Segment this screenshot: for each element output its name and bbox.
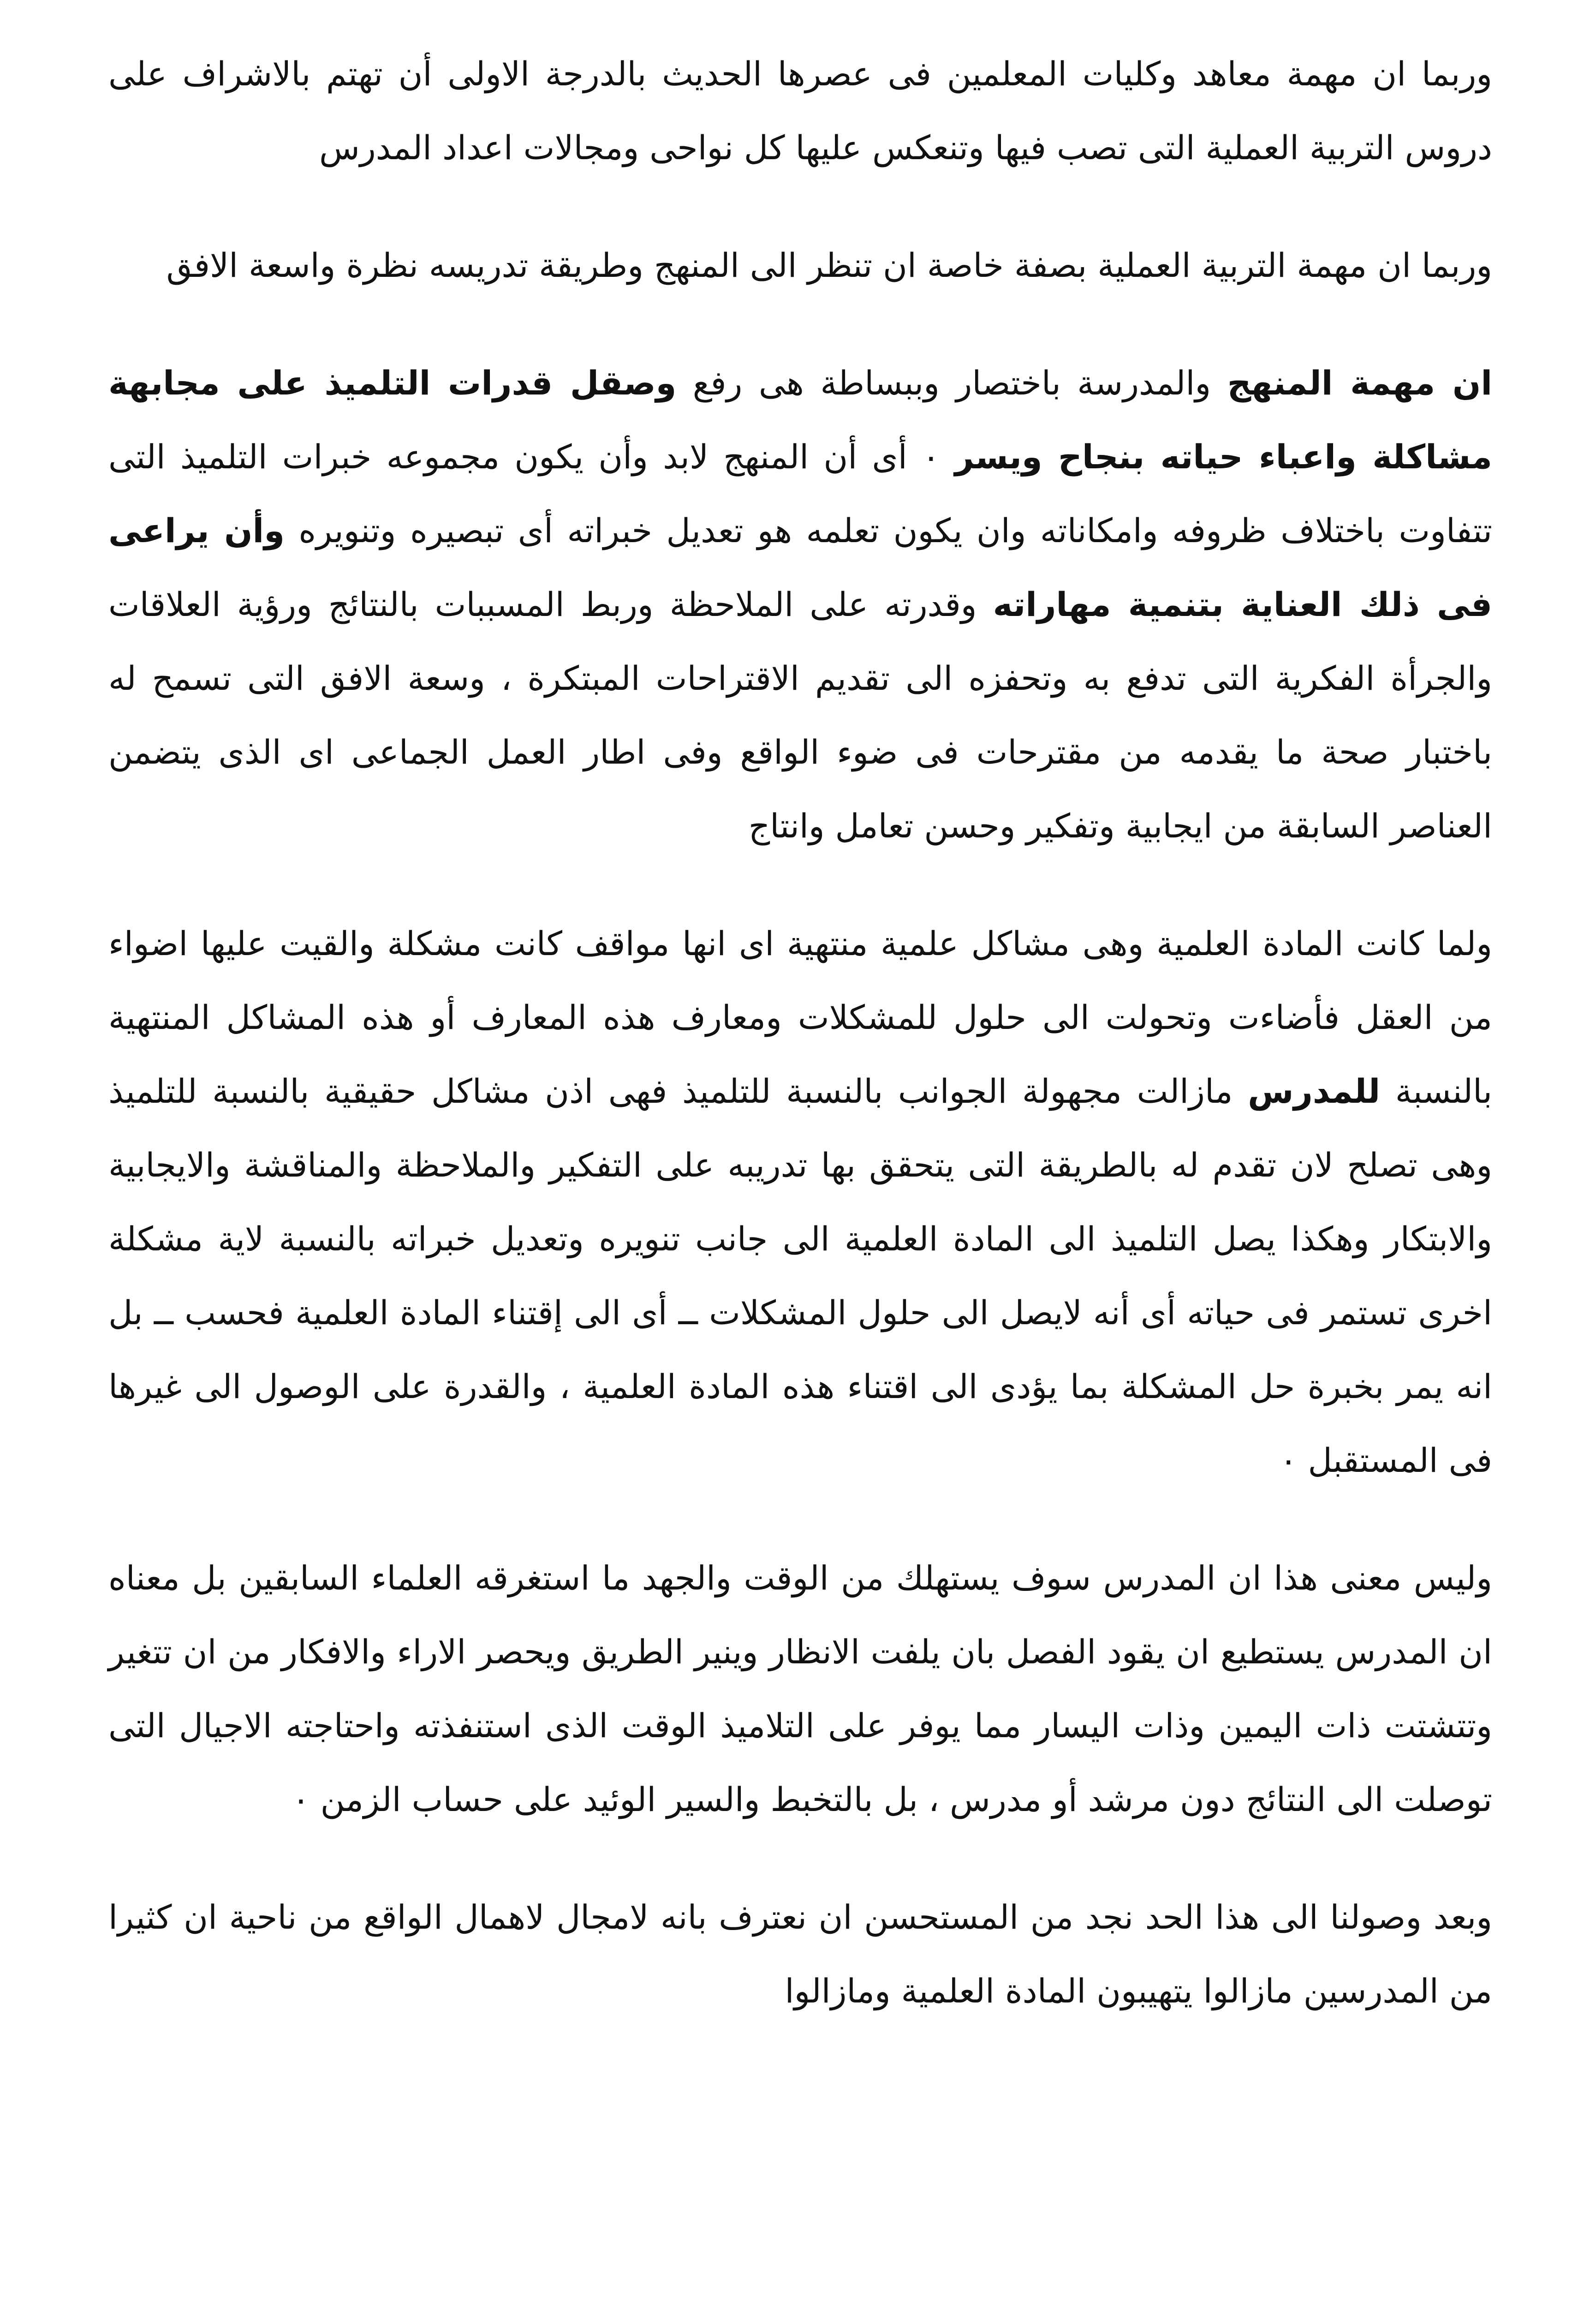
paragraph-3 [108,346,1492,863]
paragraph-5: وليس معنى هذا ان المدرس سوف يستهلك من الوقت والجهد ما استغرقه العلماء السابقين بل معناه ان المدرس يستطيع ان يقود الفصل بان يلفت الانظار وينير الطريق ويحصر الاراء والافكار من ان تتغير وتتشتت ذات اليمين وذات اليسار مما يوفر على التلاميذ الوقت الذى استنفذته واحتاجته الاجيال التى توصلت الى النتائج دون مرشد أو مدرس ، بل بالتخبط والسير الوئيد على حساب الزمن ٠ [108,1559,1492,1819]
bold-phrase-student-abilities: وصقل قدرات التلميذ على مجابهة مشاكلة واعباء حياته بنجاح ويسر [108,364,1492,476]
paragraph-6: وبعد وصولنا الى هذا الحد نجد من المستحسن ان نعترف بانه لامجال لاهمال الواقع من ناحية ان كثيرا من المدرسين مازالوا يتهيبون المادة العلمية ومازالوا [108,1898,1492,2010]
document-body [108,37,1492,2028]
paragraph-3-text-1: والمدرسة باختصار وببساطة هى رفع [676,364,1227,402]
paragraph-4-text-1: ولما كانت المادة العلمية وهى مشاكل علمية منتهية اى انها مواقف كانت مشكلة والقيت عليها اضواء من العقل فأضاءت وتحولت الى حلول للمشكلات ومعارف هذه المعارف أو هذه المشاكل المنتهية بالنسبة [108,924,1492,1111]
bold-phrase-curriculum-mission: ان مهمة المنهج [1227,364,1492,402]
paragraph-1: وربما ان مهمة معاهد وكليات المعلمين فى عصرها الحديث بالدرجة الاولى أن تهتم بالاشراف على دروس التربية العملية التى تصب فيها وتنعكس عليها كل نواحى ومجالات اعداد المدرس [108,54,1492,167]
paragraph-4-text-2: مازالت مجهولة الجوانب بالنسبة للتلميذ فهى اذن مشاكل حقيقية بالنسبة للتلميذ وهى تصلح لان تقدم له بالطريقة التى يتحقق بها تدريبه على التفكير والملاحظة والمناقشة والايجابية والابتكار وهكذا يصل التلميذ الى المادة العلمية الى جانب تنويره وتعديل خبراته بالنسبة لاية مشكلة اخرى تستمر فى حياته أى أنه لايصل الى حلول المشكلات ــ أى الى إقتناء المادة العلمية فحسب ــ بل انه يمر بخبرة حل المشكلة بما يؤدى الى اقتناء هذه المادة العلمية ، والقدرة على الوصول الى غيرها فى المستقبل ٠ [108,1072,1492,1480]
bold-phrase-skills: وأن يراعى فى ذلك العناية بتنمية مهاراته [108,511,1492,624]
paragraph-4 [108,907,1492,1497]
paragraph-3-text-3: وقدرته على الملاحظة وربط المسببات بالنتائج ورؤية العلاقات والجرأة الفكرية التى تدفع به وتحفزه الى تقديم الاقتراحات المبتكرة ، وسعة الافق التى تسمح له باختبار صحة ما يقدمه من مقترحات فى ضوء الواقع وفى اطار العمل الجماعى اى الذى يتضمن العناصر السابقة من ايجابية وتفكير وحسن تعامل وانتاج [108,585,1492,845]
bold-word-teacher: للمدرس [1248,1072,1381,1111]
paragraph-2: وربما ان مهمة التربية العملية بصفة خاصة ان تنظر الى المنهج وطريقة تدريسه نظرة واسعة الافق [166,246,1492,285]
paragraph-3-text-2: ٠ أى أن المنهج لابد وأن يكون مجموعه خبرات التلميذ التى تتفاوت باختلاف ظروفه وامكاناته وان يكون تعلمه هو تعديل خبراته أى تبصيره وتنويره [108,437,1493,550]
